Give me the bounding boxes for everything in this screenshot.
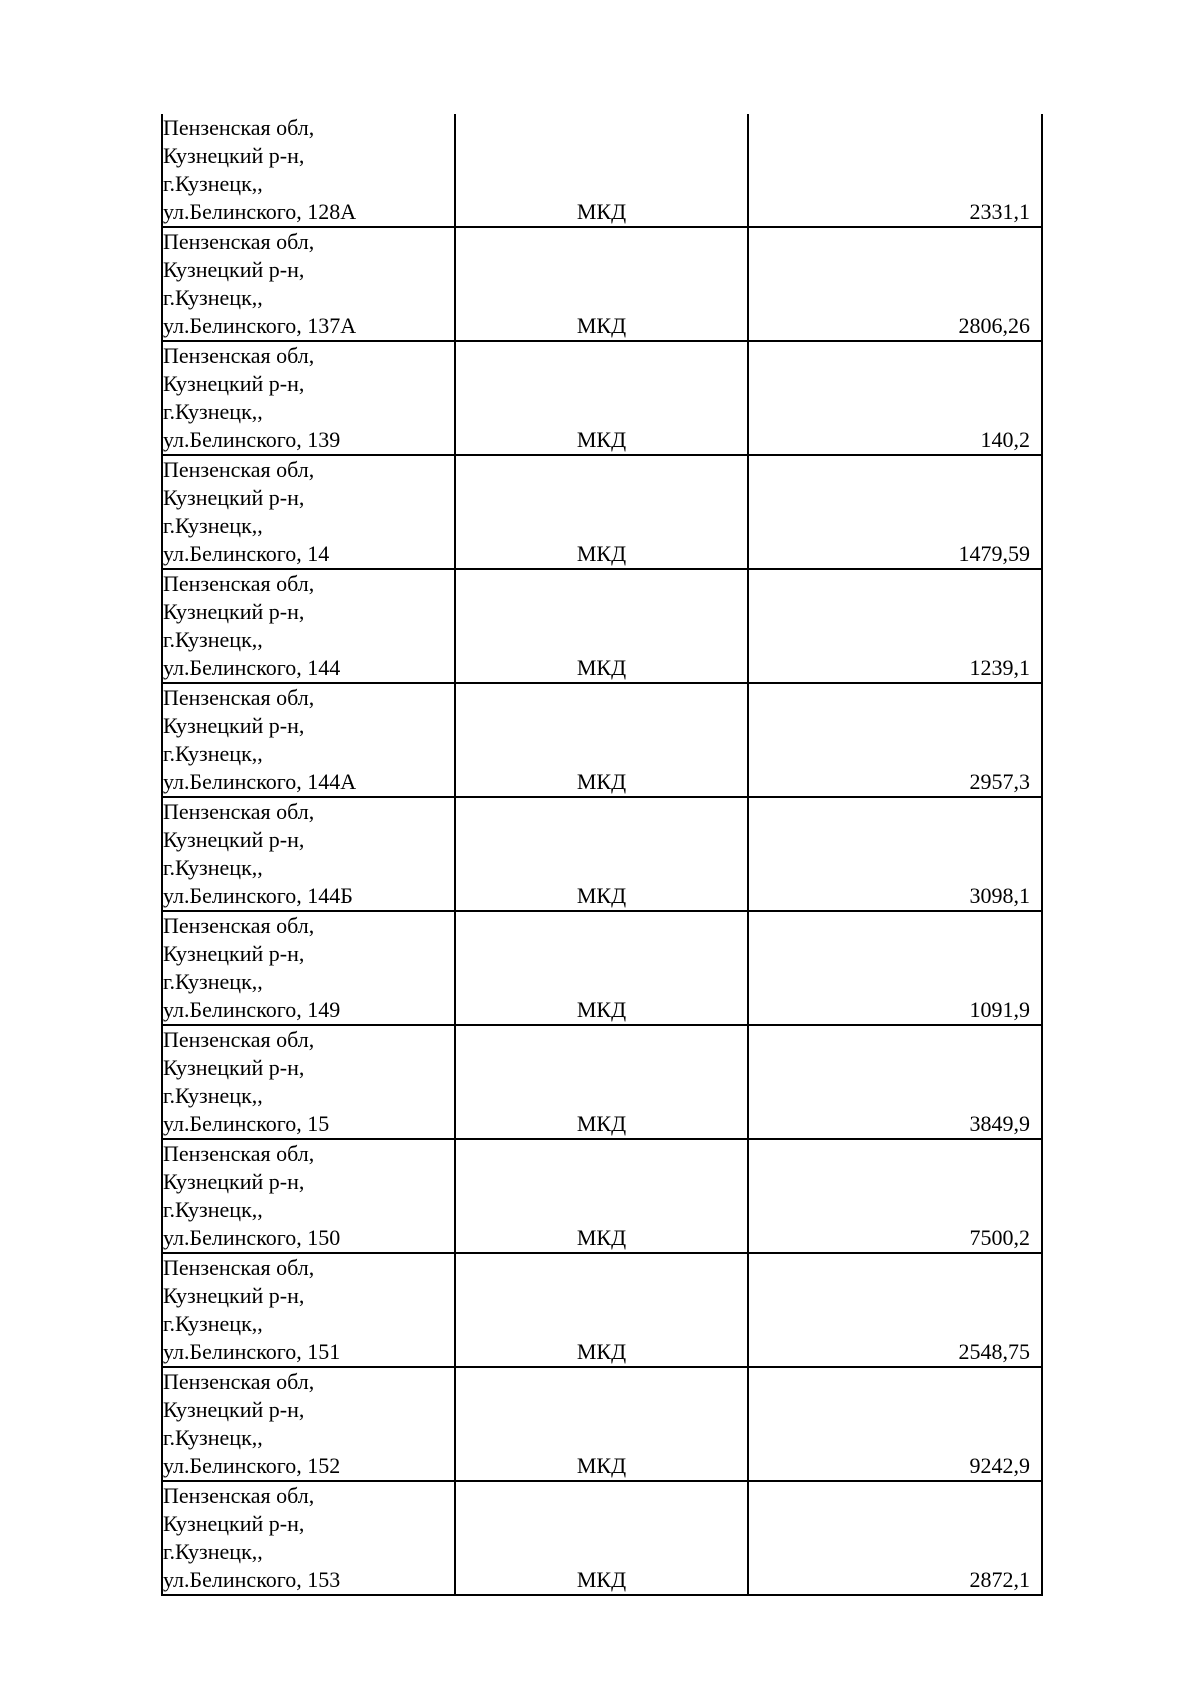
address-line: Кузнецкий р-н, <box>163 1397 305 1422</box>
address-line: ул.Белинского, 128А <box>163 199 357 224</box>
address-line: г.Кузнецк,, <box>163 1311 263 1336</box>
address-line: Кузнецкий р-н, <box>163 371 305 396</box>
address-line: г.Кузнецк,, <box>163 1539 263 1564</box>
address-line: Кузнецкий р-н, <box>163 827 305 852</box>
object-type-cell: МКД <box>455 797 748 911</box>
address-line: ул.Белинского, 139 <box>163 427 341 452</box>
area-cell: 2806,26 <box>748 227 1042 341</box>
address-line: ул.Белинского, 144 <box>163 655 341 680</box>
address-line: Кузнецкий р-н, <box>163 941 305 966</box>
address-line: Кузнецкий р-н, <box>163 485 305 510</box>
address-line: Пензенская обл, <box>163 115 315 140</box>
address-line: г.Кузнецк,, <box>163 627 263 652</box>
table-row <box>162 683 1042 797</box>
address-line: г.Кузнецк,, <box>163 741 263 766</box>
address-line: Кузнецкий р-н, <box>163 599 305 624</box>
object-type-cell: МКД <box>455 911 748 1025</box>
address-cell <box>162 1367 455 1481</box>
table-row <box>162 455 1042 569</box>
table-row <box>162 1481 1042 1595</box>
address-cell <box>162 569 455 683</box>
address-line: г.Кузнецк,, <box>163 285 263 310</box>
address-line: Пензенская обл, <box>163 229 315 254</box>
address-line: Кузнецкий р-н, <box>163 1055 305 1080</box>
address-line: ул.Белинского, 144А <box>163 769 357 794</box>
object-type-cell: МКД <box>455 1025 748 1139</box>
table-row <box>162 1253 1042 1367</box>
area-cell: 2331,1 <box>748 114 1042 227</box>
address-line: Пензенская обл, <box>163 1141 315 1166</box>
table-row <box>162 227 1042 341</box>
table-row <box>162 911 1042 1025</box>
address-line: г.Кузнецк,, <box>163 855 263 880</box>
address-line: ул.Белинского, 15 <box>163 1111 330 1136</box>
table-row <box>162 341 1042 455</box>
address-line: Кузнецкий р-н, <box>163 1511 305 1536</box>
buildings-table <box>161 114 1043 1596</box>
address-line: ул.Белинского, 150 <box>163 1225 341 1250</box>
address-cell <box>162 1481 455 1595</box>
table-body <box>162 114 1042 1595</box>
object-type-cell: МКД <box>455 683 748 797</box>
address-cell <box>162 1139 455 1253</box>
address-line: Кузнецкий р-н, <box>163 143 305 168</box>
address-cell <box>162 341 455 455</box>
address-line: Пензенская обл, <box>163 1027 315 1052</box>
area-cell: 7500,2 <box>748 1139 1042 1253</box>
object-type-cell: МКД <box>455 1367 748 1481</box>
table-row <box>162 797 1042 911</box>
table-row <box>162 1139 1042 1253</box>
area-cell: 2548,75 <box>748 1253 1042 1367</box>
address-line: ул.Белинского, 152 <box>163 1453 341 1478</box>
address-line: Пензенская обл, <box>163 1483 315 1508</box>
address-line: Пензенская обл, <box>163 343 315 368</box>
area-cell: 1239,1 <box>748 569 1042 683</box>
address-line: Кузнецкий р-н, <box>163 713 305 738</box>
address-line: г.Кузнецк,, <box>163 399 263 424</box>
address-line: Пензенская обл, <box>163 1255 315 1280</box>
object-type-cell: МКД <box>455 227 748 341</box>
area-cell: 1479,59 <box>748 455 1042 569</box>
address-line: Пензенская обл, <box>163 457 315 482</box>
address-line: г.Кузнецк,, <box>163 171 263 196</box>
area-cell: 1091,9 <box>748 911 1042 1025</box>
object-type-cell: МКД <box>455 1253 748 1367</box>
area-cell: 3098,1 <box>748 797 1042 911</box>
address-line: г.Кузнецк,, <box>163 1083 263 1108</box>
address-line: Пензенская обл, <box>163 799 315 824</box>
address-cell <box>162 455 455 569</box>
table-row <box>162 114 1042 227</box>
area-cell: 140,2 <box>748 341 1042 455</box>
table-row <box>162 1025 1042 1139</box>
address-line: ул.Белинского, 149 <box>163 997 341 1022</box>
address-cell <box>162 911 455 1025</box>
address-line: Пензенская обл, <box>163 1369 315 1394</box>
address-line: ул.Белинского, 137А <box>163 313 357 338</box>
address-cell <box>162 227 455 341</box>
table-row <box>162 1367 1042 1481</box>
address-line: Кузнецкий р-н, <box>163 1283 305 1308</box>
address-cell <box>162 797 455 911</box>
address-line: г.Кузнецк,, <box>163 1425 263 1450</box>
address-line: г.Кузнецк,, <box>163 1197 263 1222</box>
address-line: ул.Белинского, 151 <box>163 1339 341 1364</box>
object-type-cell: МКД <box>455 569 748 683</box>
address-cell <box>162 1253 455 1367</box>
object-type-cell: МКД <box>455 114 748 227</box>
area-cell: 9242,9 <box>748 1367 1042 1481</box>
area-cell: 2957,3 <box>748 683 1042 797</box>
address-cell <box>162 683 455 797</box>
object-type-cell: МКД <box>455 341 748 455</box>
address-line: Пензенская обл, <box>163 685 315 710</box>
address-line: Кузнецкий р-н, <box>163 1169 305 1194</box>
address-line: ул.Белинского, 144Б <box>163 883 353 908</box>
object-type-cell: МКД <box>455 1481 748 1595</box>
object-type-cell: МКД <box>455 455 748 569</box>
area-cell: 2872,1 <box>748 1481 1042 1595</box>
address-line: г.Кузнецк,, <box>163 969 263 994</box>
address-line: Пензенская обл, <box>163 913 315 938</box>
area-cell: 3849,9 <box>748 1025 1042 1139</box>
address-line: ул.Белинского, 14 <box>163 541 330 566</box>
address-line: г.Кузнецк,, <box>163 513 263 538</box>
table-row <box>162 569 1042 683</box>
address-line: Пензенская обл, <box>163 571 315 596</box>
address-cell <box>162 114 455 227</box>
address-line: Кузнецкий р-н, <box>163 257 305 282</box>
object-type-cell: МКД <box>455 1139 748 1253</box>
address-line: ул.Белинского, 153 <box>163 1567 341 1592</box>
address-cell <box>162 1025 455 1139</box>
